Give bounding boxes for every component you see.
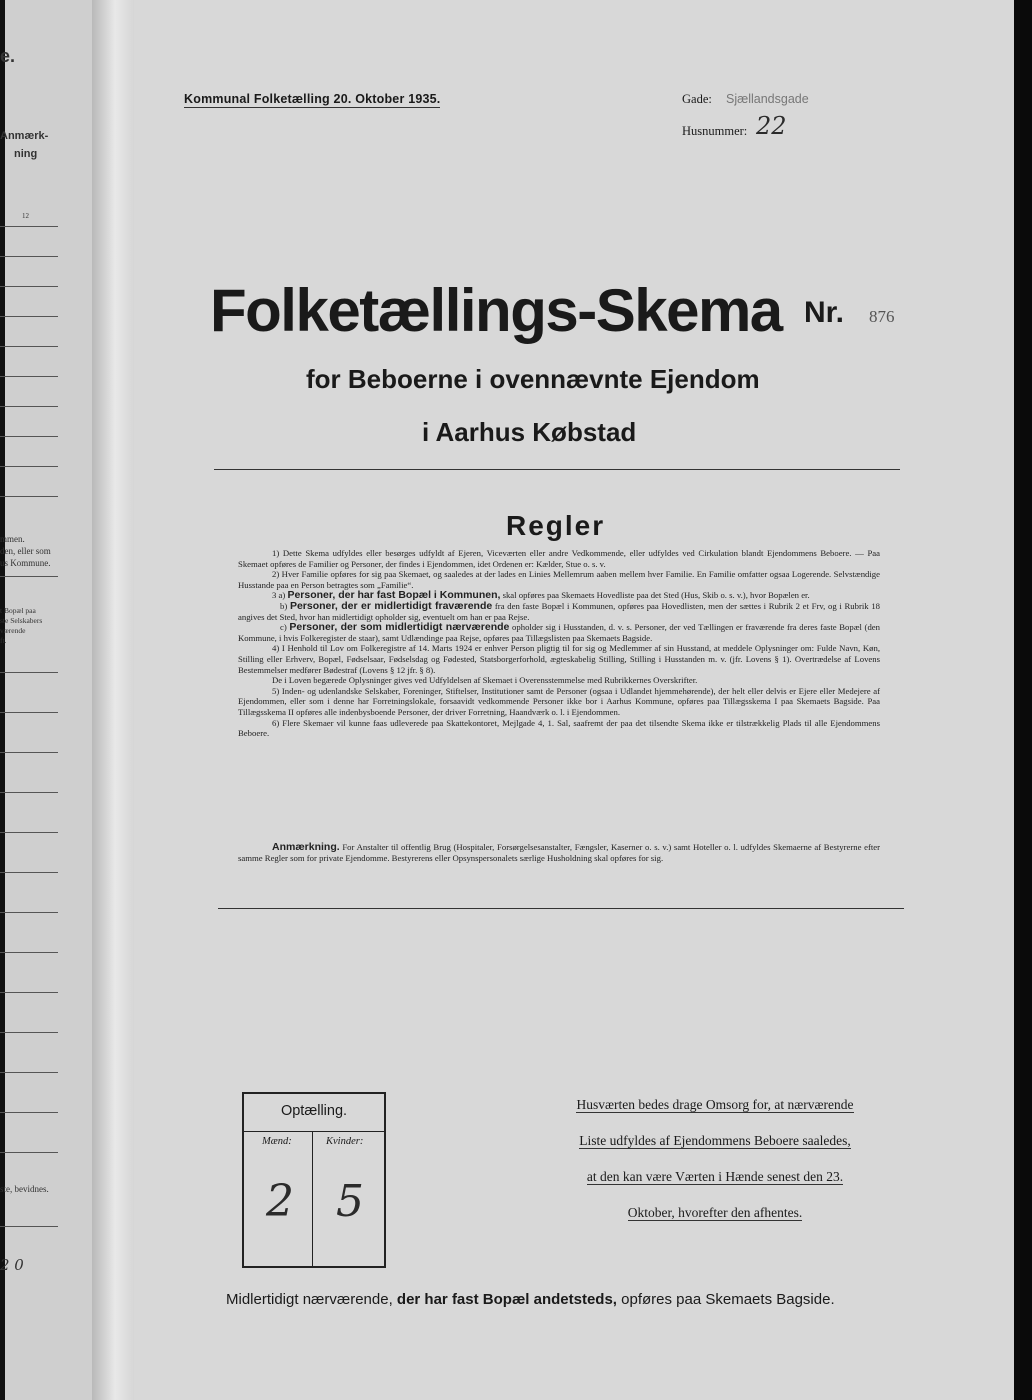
street-label: Gade:	[682, 92, 712, 106]
count-title: Optælling.	[280, 1103, 348, 1119]
form-subtitle: for Beboerne i ovennævnte Ejendom	[306, 364, 760, 394]
left-rule	[0, 1226, 58, 1227]
form-subtitle-town: i Aarhus Købstad	[422, 417, 637, 447]
previous-page-fragment	[0, 0, 92, 1400]
men-label: Mænd:	[262, 1136, 292, 1147]
left-rule	[0, 712, 58, 713]
rule-3a-heading: Personer, der har fast Bopæl i Kommunen,	[287, 589, 501, 602]
left-rule	[0, 346, 58, 347]
left-fragment: e.	[0, 46, 16, 66]
left-fragment: den, eller som	[0, 546, 51, 556]
left-fragment: ft.	[0, 636, 7, 645]
footer-note: Midlertidigt nærværende, der har fast Bopæl andetsteds, opføres paa Skemaets Bagside.	[226, 1291, 835, 1308]
remark-heading: Anmærkning.	[272, 841, 340, 853]
rule-3b-heading: Personer, der er midlertidigt fraværende	[289, 599, 493, 612]
divider	[218, 908, 904, 909]
landlord-notice	[540, 1096, 890, 1240]
left-fragment: us Kommune.	[0, 558, 51, 568]
left-fragment: ste Selskabers	[0, 616, 43, 625]
rules-heading: Regler	[506, 510, 606, 541]
left-rule	[0, 256, 58, 257]
rule-4b: De i Loven begærede Oplysninger gives ved Udfyldelsen af Skemaet i Overensstemmelse med Rubrikkernes Overskrifter.	[272, 675, 698, 686]
footer-bold: der har fast Bopæl andetsteds,	[396, 1291, 617, 1308]
divider	[214, 469, 900, 470]
form-number-value: 876	[869, 307, 895, 326]
form-title: Folketællings-Skema	[210, 277, 782, 344]
rule-3c-heading: Personer, der som midlertidigt nærværende	[289, 621, 510, 634]
left-rule	[0, 466, 58, 467]
notice-line: Husværten bedes drage Omsorg for, at nærværende	[576, 1097, 854, 1112]
house-number-label: Husnummer:	[682, 124, 748, 138]
rule-3a: 3 a) Personer, der har fast Bopæl i Kommunen, skal opføres paa Skemaets Hovedliste paa det Sted (Hus, Skib o. s. v.), hvor Bopælen er.	[272, 589, 810, 602]
left-rule	[0, 672, 58, 673]
left-fragment: ste, bevidnes.	[0, 1184, 49, 1194]
count-column-divider	[312, 1131, 313, 1266]
left-rule	[0, 406, 58, 407]
rule-4: 4) I Henhold til Lov om Folkeregistre af 14. Marts 1924 er enhver Person pligtig til for sig og Medlemmer af sin Husstand, at meddele Oplysninger om: Fulde Navn, Køn, Stilling eller Erhverv, Bopæl, Fødselsaar, Fødselsdag og Fødested, Statsborgerforhold, ægteskabelig Stilling, Stilling i Husstanden m. v. (jfr. Lovens § 1). Overtrædelse af Lovens Bestemmelser medfører Bødestraf (Lovens § 12 jfr. § 8).	[238, 643, 880, 675]
left-rule	[0, 1152, 58, 1153]
rule-2: 2) Hver Familie opføres for sig paa Skemaet, og saaledes at der lades en Linies Mellemrum aaben mellem hver Familie. En Familie omfatter ogsaa Logerende. Selvstændige Husstande paa en Person betragtes som „Familie“.	[238, 569, 880, 590]
census-header: Kommunal Folketælling 20. Oktober 1935.	[184, 92, 441, 106]
rules-text	[238, 548, 880, 739]
count-box	[242, 1092, 386, 1268]
form-number-label: Nr.	[804, 296, 845, 329]
census-form-page	[134, 0, 1014, 1400]
left-rule	[0, 992, 58, 993]
notice-line: Oktober, hvorefter den afhentes.	[627, 1205, 803, 1220]
book-gutter	[92, 0, 134, 1400]
left-rule	[0, 1072, 58, 1073]
left-rule	[0, 316, 58, 317]
left-fragment: Anmærk-	[0, 130, 49, 142]
left-fragment: t Bopæl paa	[0, 606, 36, 615]
street-value: Sjællandsgade	[726, 92, 809, 106]
left-rule	[0, 1032, 58, 1033]
left-rule	[0, 436, 58, 437]
remark-paragraph: Anmærkning. For Anstalter til offentlig Brug (Hospitaler, Forsørgelsesanstalter, Fængsler, Kaserner o. s. v.) samt Hoteller o. l. udfyldes Skemaerne af Bestyrerne efter samme Regler som for private Ejendomme. Bestyrerens eller Opsynspersonalets særlige Husholdning skal opføres for sig.	[238, 841, 880, 863]
left-fragment: mmen.	[0, 534, 25, 544]
rule-6: 6) Flere Skemaer vil kunne faas udleverede paa Skattekontoret, Mejlgade 4, 1. Sal, saafremt der paa det tilsendte Skema ikke er tilstrækkelig Plads til alle Ejendommens Beboere.	[238, 717, 880, 739]
left-rule	[0, 752, 58, 753]
rule-3b: b) Personer, der er midlertidigt fraværende fra den faste Bopæl i Kommunen, opføres paa Hovedlisten, men der sættes i Rubrik 2 et Frv, og i Rubrik 18 angives det Sted, hvor han midlertidigt opholder sig, eventuelt om han er paa Rejse.	[238, 599, 881, 622]
left-fragment: værende	[0, 626, 26, 635]
scan-edge	[1014, 0, 1032, 1400]
left-handwriting: 2 0	[0, 1256, 24, 1274]
left-rule	[0, 952, 58, 953]
left-rule	[0, 576, 58, 577]
left-rule	[0, 912, 58, 913]
left-rule	[0, 376, 58, 377]
left-rule	[0, 1112, 58, 1113]
left-fragment: ning	[14, 148, 38, 160]
count-separator	[244, 1131, 384, 1132]
left-rule	[0, 872, 58, 873]
left-rule	[0, 226, 58, 227]
house-number-value: 22	[756, 112, 787, 140]
left-rule	[0, 496, 58, 497]
women-label: Kvinder:	[326, 1136, 364, 1147]
rule-3c: c) Personer, der som midlertidigt nærværende opholder sig i Husstanden, d. v. s. Personer, der ved Tællingen er fraværende fra deres faste Bopæl (den Kommune, i hvis Folkeregister de staar), samt Udlændinge paa Rejse, opføres paa Tillægslisten paa Skemaets Bagside.	[238, 621, 880, 643]
rule-1: 1) Dette Skema udfyldes eller besørges udfyldt af Ejeren, Viceværten eller andre Vedkommende, eller udfyldes ved Cirkulation blandt Ejendommens Beboere. — Paa Skemaet opføres de Familier og Personer, der findes i Ejendommen, idet Ordenen er: Kælder, Stue o. s. v.	[238, 548, 880, 569]
left-rule	[0, 832, 58, 833]
left-rule	[0, 792, 58, 793]
notice-line: at den kan være Værten i Hænde senest den 23.	[586, 1169, 844, 1184]
left-fragment: 12	[22, 212, 29, 220]
women-count: 5	[336, 1176, 364, 1227]
rule-5: 5) Inden- og udenlandske Selskaber, Foreninger, Stiftelser, Institutioner samt de Personer (ogsaa i Udlandet hjemmehørende), der helt eller delvis er Ejere eller Medejere af Ejendommen, eller som i denne har Forretningslokale, forsaavidt vedkommende Personer ikke bor i Aarhus Kommune, opføres paa Tillægsskema I paa Skemaets Bagside. Paa Tillægsskema II opføres alle indenbysboende Personer, der driver Forretning, Haandværk o. l. i Ejendommen.	[238, 685, 880, 717]
left-rule	[0, 286, 58, 287]
notice-line: Liste udfyldes af Ejendommens Beboere saaledes,	[579, 1133, 851, 1148]
men-count: 2	[266, 1176, 294, 1227]
